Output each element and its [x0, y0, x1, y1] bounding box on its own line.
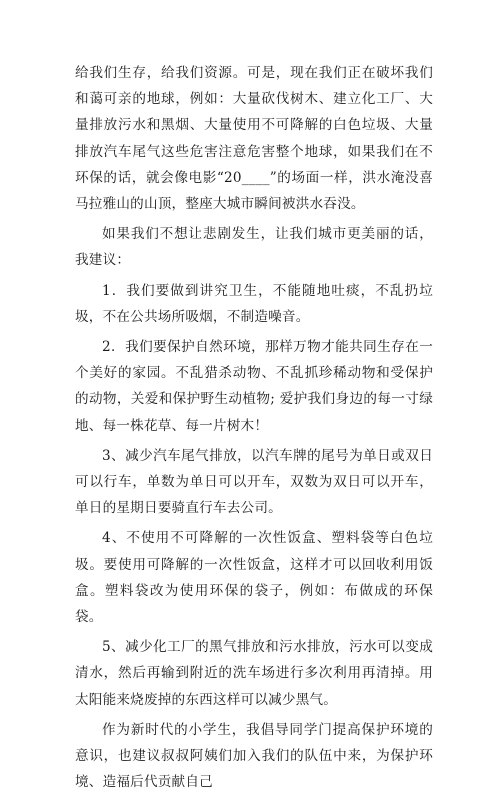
paragraph-suggestion-5: 5、减少化工厂的黑气排放和污水排放，污水可以变成清水，然后再输到附近的洗车场进行多次利用再清掉。用太阳能来烧废掉的东西这样可以减少黑气。 [75, 639, 433, 708]
paragraph-suggestion-4: 4、不使用不可降解的一次性饭盒、塑料袋等白色垃圾。要使用可降解的一次性饭盒，这样才可以回收利用饭盒。塑料袋改为使用环保的袋子，例如：布做成的环保袋。 [75, 530, 433, 626]
paragraph-suggestion-2: 2．我们要保护自然环境，那样万物才能共同生存在一个美好的家园。不乱猎杀动物、不乱抓珍稀动物和受保护的动物，关爱和保护野生动植物; 爱护我们身边的每一寸绿地、每一株花草、每一片树木！ [75, 339, 433, 434]
paragraph-suggestion-1: 1．我们要做到讲究卫生，不能随地吐痰，不乱扔垃圾，不在公共场所吸烟，不制造噪音。 [75, 282, 433, 325]
paragraph-continuation: 给我们生存，给我们资源。可是，现在我们正在破坏我们和蔼可亲的地球，例如：大量砍伐树木、建立化工厂、大量排放污水和黑烟、大量使用不可降解的白色垃圾、大量排放汽车尾气这些危害注意危害整个地球，如果我们在不环保的话，就会像电影“20____”的场面一样，洪水淹没喜马拉雅山的山顶，整座大城市瞬间被洪水吞没。 [75, 65, 433, 213]
document-page [75, 60, 433, 799]
paragraph-suggestion-3: 3、减少汽车尾气排放，以汽车牌的尾号为单日或双日可以行车，单数为单日可以开车，双数为双日可以开车，单日的星期日要骑直行车去公司。 [75, 447, 433, 517]
paragraph-conclusion: 作为新时代的小学生，我倡导同学门提高保护环境的意识，也建议叔叔阿姨们加入我们的队伍中来，为保护环境、造福后代贡献自己 [75, 721, 433, 791]
paragraph-suggestion-intro: 如果我们不想让悲剧发生，让我们城市更美丽的话，我建议： [75, 226, 433, 269]
